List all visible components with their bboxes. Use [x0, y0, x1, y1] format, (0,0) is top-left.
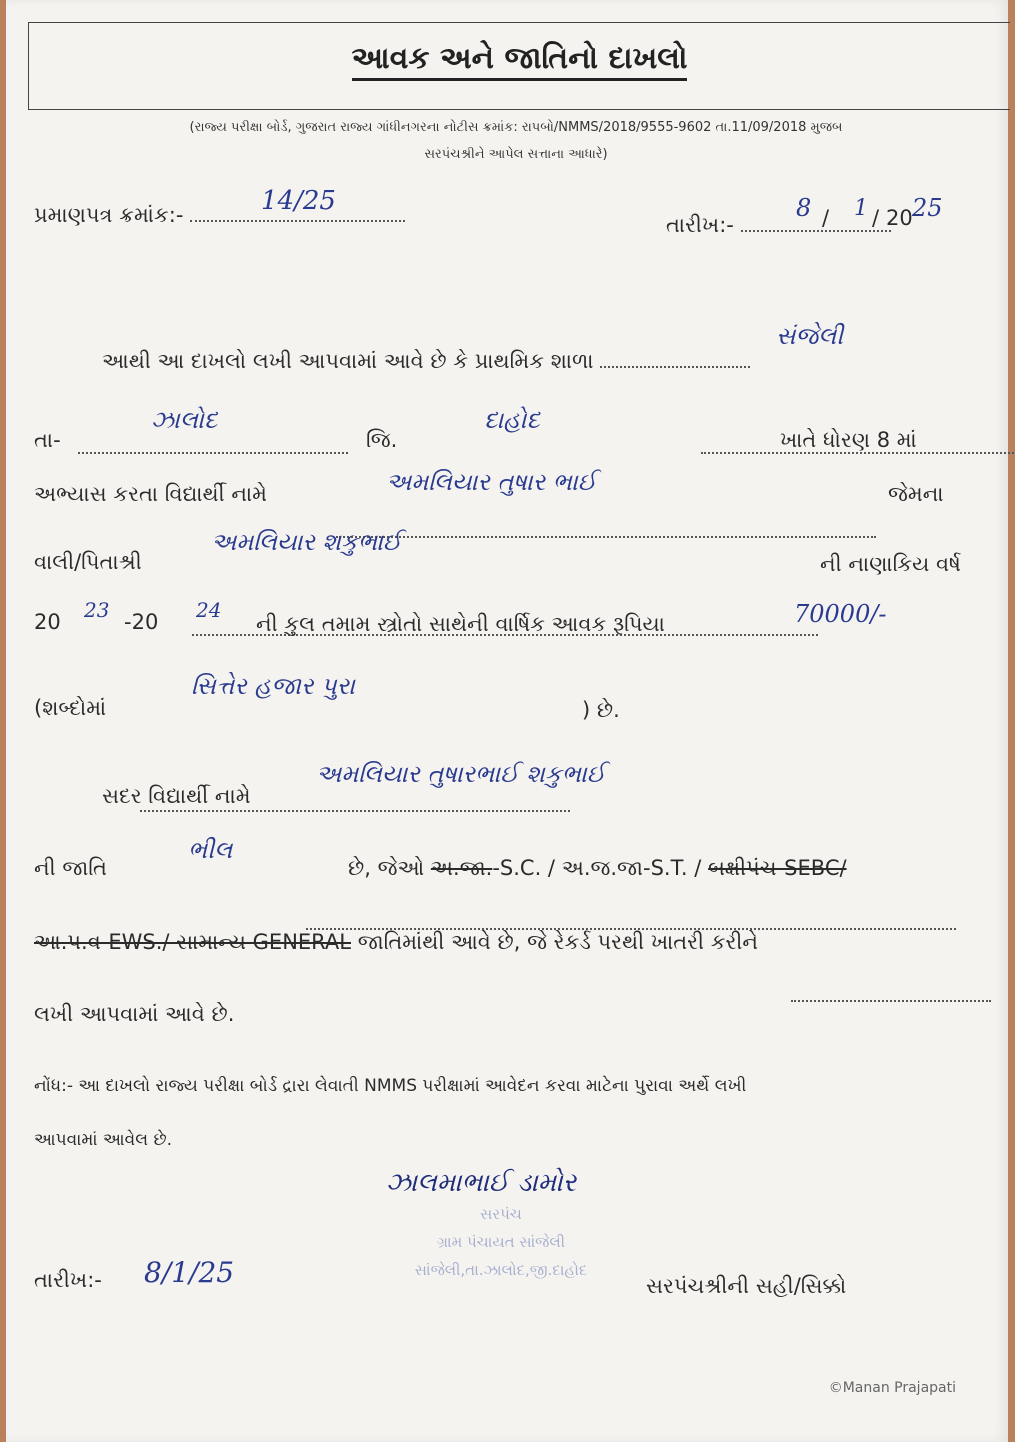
- caste-row-rest: [348, 856, 847, 881]
- income-label: ની કુલ તમામ સ્ત્રોતો સાથેની વાર્ષિક આવક રૂપિયા: [256, 612, 665, 636]
- caste-mid-text: છે, જેઓ: [348, 856, 425, 880]
- certificate-number-row: [34, 196, 405, 228]
- income-value: 70000/-: [794, 600, 887, 628]
- certificate-date-sep1: /: [822, 206, 830, 230]
- notice-line-1: (રાજ્ય પરીક્ષા બોર્ડ, ગુજરાત રાજ્ય ગાંધીનગરના નોટીસ ક્રમાંક: રાપબો/NMMS/2018/9555-9602 તા.11/09/2018 મુજબ: [189, 120, 843, 135]
- watermark: ©Manan Prajapati: [828, 1380, 956, 1396]
- father-label: વાલી/પિતાશ્રી: [34, 550, 142, 574]
- caste-dots: [791, 976, 991, 1002]
- year1-prefix: 20: [34, 610, 61, 634]
- school-value: સંજેલી: [776, 322, 844, 350]
- student2-dots: [306, 904, 956, 930]
- district-value: દાહોદ: [484, 406, 540, 434]
- year2-value: 24: [196, 598, 222, 622]
- year-separator: -20: [124, 610, 159, 634]
- words-label: (શબ્દોમાં: [34, 696, 107, 720]
- stamp-line-1: સરપંચ: [480, 1205, 522, 1223]
- words-end: ) છે.: [582, 698, 620, 722]
- certificate-date-year-suffix: 25: [912, 194, 943, 222]
- certificate-paper: [6, 0, 1008, 1442]
- note-line-2: આપવામાં આવેલ છે.: [34, 1130, 172, 1150]
- student-label: અભ્યાસ કરતા વિદ્યાર્થી નામે: [34, 482, 267, 506]
- notice-line-2: સરપંચશ્રીને આપેલ સત્તાના આધારે): [424, 147, 608, 162]
- certificate-number-label: પ્રમાણપત્ર ક્રમાંક:-: [34, 203, 184, 227]
- fin-year-label: ની નાણાકિય વર્ષ: [820, 552, 961, 576]
- student2-label: સદર વિદ્યાર્થી નામે: [102, 784, 251, 808]
- stamp-line-3: સાંજેલી,તા.ઝાલોદ,જી.દાહોદ: [414, 1261, 588, 1279]
- signature: ઝાલમાભાઈ ડામોર: [386, 1168, 577, 1198]
- title-box: [28, 22, 1010, 110]
- ews-struck-text: આ.પ.વ-EWS./ સામાન્ય GENERAL: [34, 930, 351, 954]
- sebc-struck-text: બક્ષીપંચ-SEBC/: [708, 856, 847, 880]
- intro-text: આથી આ દાખલો લખી આપવામાં આવે છે કે પ્રાથમિક શાળા: [102, 349, 594, 373]
- note-line-1: નોંધ:- આ દાખલો રાજ્ય પરીક્ષા બોર્ડ દ્રારા લેવાતી NMMS પરીક્ષામાં આવેદન કરવા માટેના પુરાવા અર્થે લખી: [34, 1076, 747, 1096]
- district-label: જિ.: [366, 428, 398, 452]
- footer-date-label: તારીખ:-: [34, 1268, 102, 1292]
- school-dots: [600, 342, 750, 368]
- signature-label: સરપંચશ્રીની સહી/સિક્કો: [646, 1274, 847, 1298]
- stamp-line-2: ગ્રામ પંચાયત સાંજેલી: [436, 1233, 566, 1251]
- certificate-date-day: 8: [796, 194, 812, 222]
- official-stamp: [386, 1200, 616, 1300]
- year1-value: 23: [84, 598, 110, 622]
- certificate-date-dots: [741, 206, 891, 232]
- student-dots: [336, 512, 876, 538]
- student-name: અમલિયાર તુષાર ભાઈ: [386, 468, 597, 496]
- footer-date-value: 8/1/25: [144, 1256, 235, 1289]
- caste-end-text: જાતિમાંથી આવે છે, જે રેકર્ડ પરથી ખાતરી કરીને: [357, 930, 759, 954]
- certificate-date-sep2: /: [872, 206, 880, 230]
- caste-row-2: [34, 930, 758, 955]
- certificate-date-month: 1: [854, 196, 868, 221]
- student2-name: અમલિયાર તુષારભાઈ શકુભાઈ: [316, 760, 606, 788]
- words-value: સિત્તેર હજાર પુરા: [191, 672, 355, 700]
- standard-text: ખાતે ધોરણ 8 માં: [780, 428, 917, 452]
- intro-row: [102, 342, 750, 374]
- father-name: અમલિયાર શકુભાઈ: [211, 528, 402, 556]
- caste-value: ભીલ: [188, 836, 233, 864]
- sc-struck-text: અ.જા.: [430, 856, 493, 880]
- st-text: અ.જ.જા-S.T. /: [561, 856, 702, 880]
- certificate-date-year-prefix: 20: [886, 206, 913, 230]
- sc-text: -S.C. /: [492, 856, 555, 880]
- caste-label: ની જાતિ: [34, 856, 107, 880]
- certificate-number-value: 14/25: [261, 186, 336, 216]
- page-title: આવક અને જાતિનો દાખલો: [29, 41, 1010, 76]
- certificate-date-label: તારીખ:-: [666, 213, 734, 237]
- closing-text: લખી આપવામાં આવે છે.: [34, 1002, 235, 1026]
- jemna-text: જેમના: [888, 482, 944, 506]
- taluka-label: તા-: [34, 428, 61, 452]
- taluka-value: ઝાલોદ: [151, 406, 218, 434]
